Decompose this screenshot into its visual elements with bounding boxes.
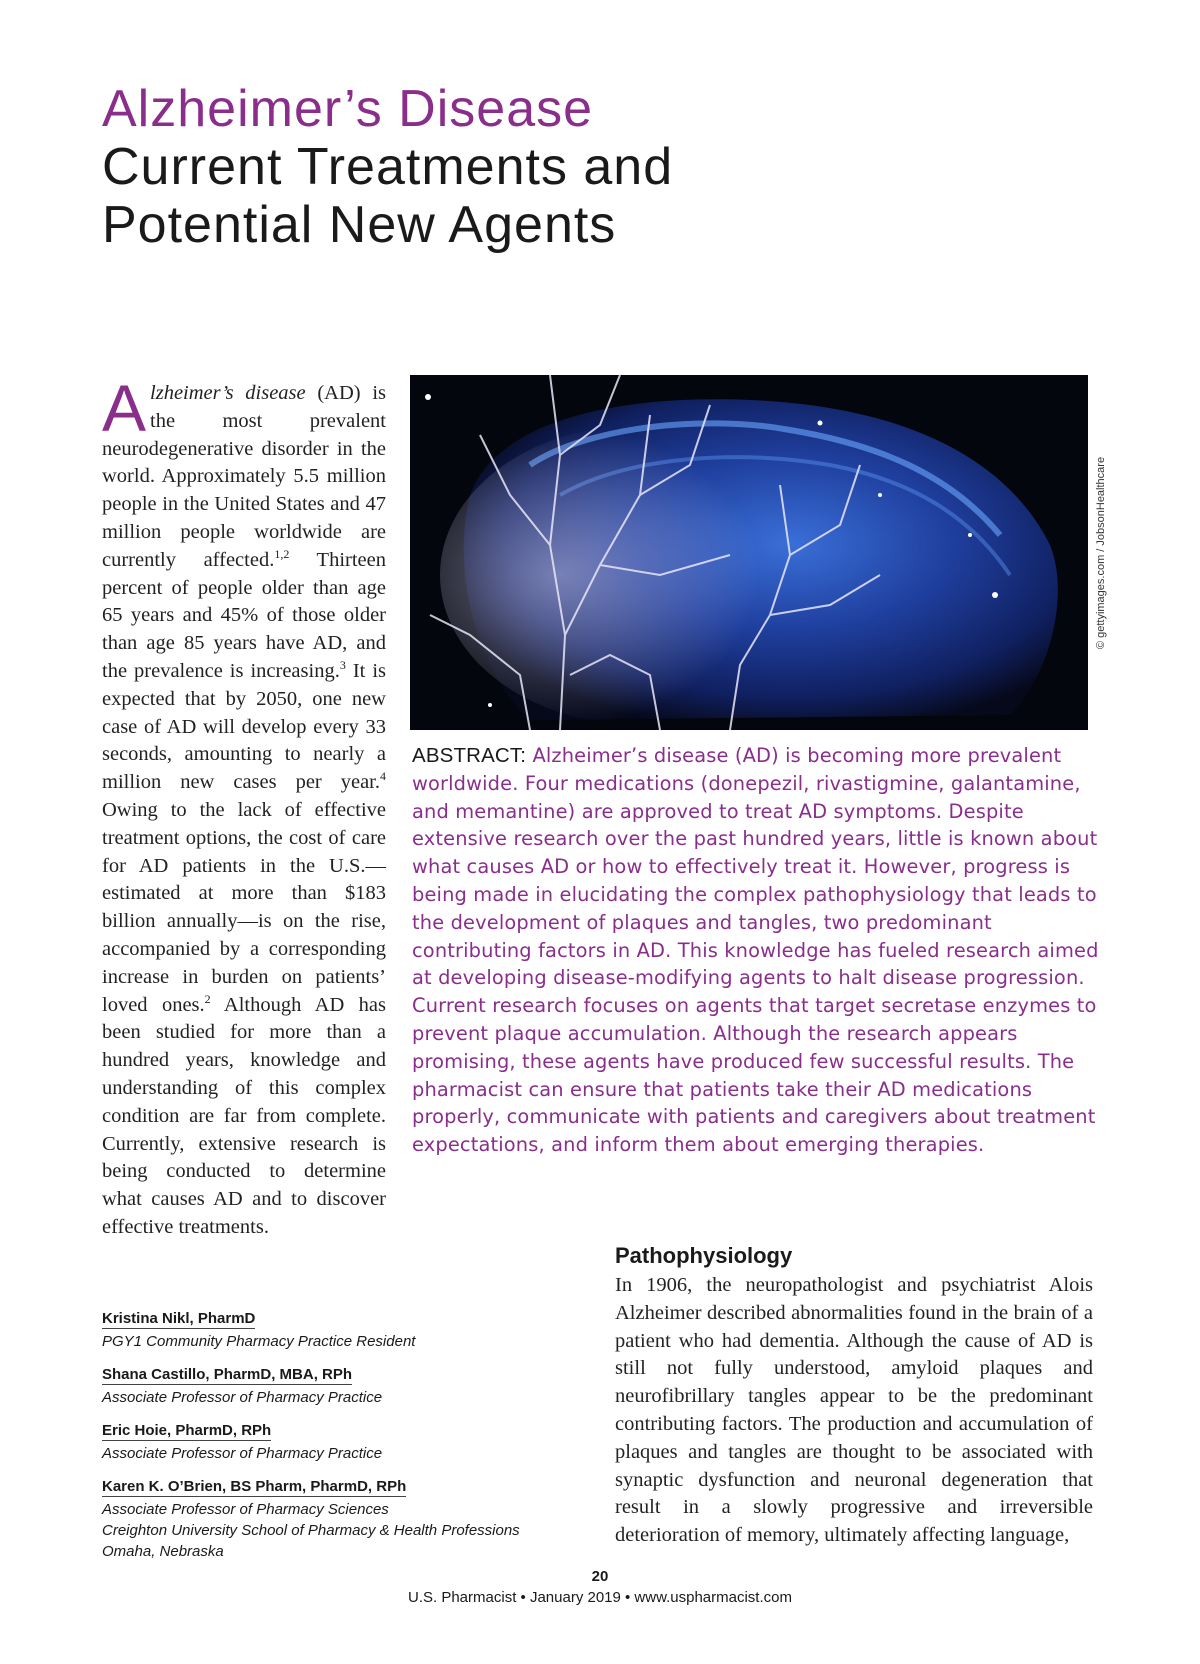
title-line-2: Current Treatments and [102,138,674,196]
author-name: Shana Castillo, PharmD, MBA, RPh [102,1366,353,1383]
intro-text-5: Although AD has been studied for more than a hundred years, knowledge and understanding of this complex condition are far from complete. Currently, extensive research is being conducted to determine what causes AD and to discover effective treatments. [102,993,386,1238]
ref-superscript: 2 [204,991,211,1006]
author-role: PGY1 Community Pharmacy Practice Resident [102,1333,416,1350]
intro-paragraph [102,371,386,1242]
intro-text-2: Thirteen percent of people older than age 65 years and 45% of those older than age 85 years have AD, and the prevalence is increasing. [102,548,386,682]
image-credit-text: © gettyimages.com / JobsonHealthcare [1095,456,1107,649]
image-credit [1094,375,1108,730]
intro-text-3: It is expected that by 2050, one new case of AD will develop every 33 seconds, amounting to nearly a million new cases per year. [102,659,386,794]
brain-neuron-illustration [410,375,1088,730]
ref-superscript: 3 [339,658,346,673]
article-title [102,80,882,254]
author-name: Karen K. O’Brien, BS Pharm, PharmD, RPh [102,1478,407,1495]
section-heading: Pathophysiology [615,1243,793,1268]
abstract [412,742,1102,1159]
author-name: Eric Hoie, PharmD, RPh [102,1422,272,1439]
author-entry [102,1478,562,1562]
page-number: 20 [591,1568,609,1585]
author-entry [102,1366,562,1408]
section-body: In 1906, the neuropathologist and psychiatrist Alois Alzheimer described abnormalities found in the brain of a patient who had dementia. Although the cause of AD is still not fully understood, amyloid plaques and neurofibrillary tangles appear to be the predominant contributing factors. The production and accumulation of plaques and tangles are thought to be associated with synaptic dysfunction and neuronal degeneration that result in a slowly progressive and irreversible deterioration of memory, ultimately affecting language, [615,1274,1093,1547]
intro-text-1: (AD) is the most prevalent neurodegenerative disorder in the world. Approximately 5.5 million people in the United States and 47 million people worldwide are currently affected. [102,382,386,571]
author-name: Kristina Nikl, PharmD [102,1310,256,1327]
intro-italic-lead: lzheimer’s disease [150,382,306,404]
author-role: Associate Professor of Pharmacy Practice [102,1445,383,1462]
abstract-label: ABSTRACT: [412,744,527,767]
abstract-text: Alzheimer’s disease (AD) is becoming more prevalent worldwide. Four medications (donepezil, rivastigmine, galantamine, and memantine) are approved to treat AD symptoms. Despite extensive research over the past hundred years, little is known about what causes AD or how to effectively treat it. However, progress is being made in elucidating the complex pathophysiology that leads to the development of plaques and tangles, two predominant contributing factors in AD. This knowledge has fueled research aimed at developing disease-modifying agents to halt disease progression. Current research focuses on agents that target secretase enzymes to prevent plaque accumulation. Although the research appears promising, these agents have produced few successful results. The pharmacist can ensure that patients take their AD medications properly, communicate with patients and caregivers about treatment expectations, and inform them about emerging therapies. [412,744,1099,1157]
footer-journal-line: U.S. Pharmacist • January 2019 • www.uspharmacist.com [408,1589,792,1606]
author-location: Omaha, Nebraska [102,1543,224,1560]
brain-neuron-image [410,375,1088,730]
author-list [102,1310,562,1576]
drop-cap: A [102,371,147,445]
author-affiliation: Creighton University School of Pharmacy & Health Professions [102,1522,520,1539]
author-role: Associate Professor of Pharmacy Practice [102,1389,383,1406]
ref-superscript: 4 [380,769,386,784]
title-main: Alzheimer’s Disease [102,80,594,138]
title-line-3: Potential New Agents [102,196,617,254]
author-entry [102,1310,562,1352]
author-entry [102,1422,562,1464]
author-role: Associate Professor of Pharmacy Sciences [102,1501,389,1518]
ref-superscript: 1,2 [274,546,290,561]
intro-text-4: Owing to the lack of effective treatment options, the cost of care for AD patients in the U.S.—estimated at more than $183 billion annually—is on the rise, accompanied by a corresponding increase in burden on patients’ loved ones. [102,798,386,1016]
